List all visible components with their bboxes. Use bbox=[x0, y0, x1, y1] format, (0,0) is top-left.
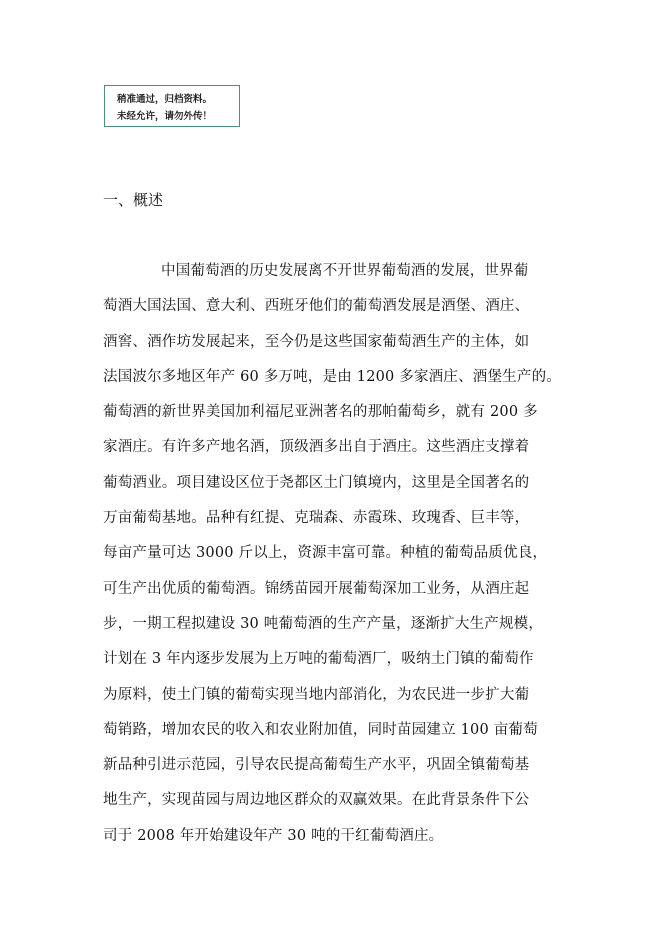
paragraph-line: 葡萄酒的新世界美国加利福尼亚洲著名的那帕葡萄乡，就有 200 多 bbox=[103, 404, 538, 421]
paragraph-line: 为原料，使土门镇的葡萄实现当地内部消化，为农民进一步扩大葡 bbox=[103, 686, 530, 703]
paragraph-line: 地生产，实现苗园与周边地区群众的双赢效果。在此背景条件下公 bbox=[103, 792, 530, 809]
paragraph-line: 步，一期工程拟建设 30 吨葡萄酒的生产产量，逐渐扩大生产规模， bbox=[103, 615, 544, 632]
paragraph-line: 万亩葡萄基地。品种有红提、克瑞森、赤霞珠、玫瑰香、巨丰等， bbox=[103, 510, 530, 527]
paragraph-line: 每亩产量可达 3000 斤以上，资源丰富可靠。种植的葡萄品质优良， bbox=[103, 545, 548, 562]
section-heading: 一、概述 bbox=[103, 191, 164, 209]
paragraph-line: 中国葡萄酒的历史发展离不开世界葡萄酒的发展，世界葡 bbox=[161, 263, 529, 279]
paragraph-line: 家酒庄。有许多产地名酒，顶级酒多出自于酒庄。这些酒庄支撑着 bbox=[103, 439, 530, 456]
paragraph-line: 法国波尔多地区年产 60 多万吨，是由 1200 多家酒庄、酒堡生产的。 bbox=[103, 368, 561, 385]
paragraph-line: 新品种引进示范园，引导农民提高葡萄生产水平，巩固全镇葡萄基 bbox=[103, 757, 530, 774]
stamp-line-1: 稍准通过，归档资料。 bbox=[117, 94, 213, 105]
confidentiality-stamp bbox=[104, 85, 240, 127]
paragraph-line: 可生产出优质的葡萄酒。锦绣苗园开展葡萄深加工业务，从酒庄起 bbox=[103, 580, 530, 597]
overview-paragraph bbox=[103, 257, 573, 857]
paragraph-line: 酒窖、酒作坊发展起来，至今仍是这些国家葡萄酒生产的主体，如 bbox=[103, 333, 530, 350]
paragraph-line: 司于 2008 年开始建设年产 30 吨的干红葡萄酒庄。 bbox=[103, 827, 444, 844]
paragraph-line: 萄销路，增加农民的收入和农业附加值，同时苗园建立 100 亩葡萄 bbox=[103, 721, 538, 738]
stamp-line-2: 未经允许，请勿外传！ bbox=[117, 111, 213, 122]
paragraph-line: 萄酒大国法国、意大利、西班牙他们的葡萄酒发展是酒堡、酒庄、 bbox=[103, 298, 530, 315]
paragraph-line: 葡萄酒业。项目建设区位于尧都区土门镇境内，这里是全国著名的 bbox=[103, 474, 530, 491]
paragraph-line: 计划在 3 年内逐步发展为上万吨的葡萄酒厂，吸纳土门镇的葡萄作 bbox=[103, 651, 534, 668]
